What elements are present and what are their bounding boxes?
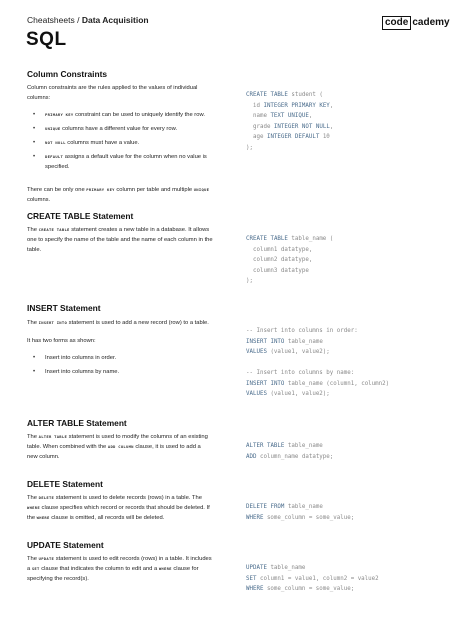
inline-code: INSERT INTO <box>38 320 68 325</box>
text-run: statement is used to add a new record (row) to a table. <box>67 320 209 326</box>
text-run: The <box>27 227 39 233</box>
code-line: CREATE TABLE table_name ( <box>246 236 334 242</box>
text-run: The <box>27 495 39 501</box>
text-run: The <box>27 434 39 440</box>
delete-description <box>27 493 213 523</box>
inline-code: PRIMARY KEY <box>86 187 115 192</box>
inline-code: UNIQUE <box>193 187 210 192</box>
code-line <box>246 358 389 369</box>
code-line: name TEXT UNIQUE, <box>246 113 313 119</box>
breadcrumb <box>27 15 149 25</box>
inline-code: UNIQUE <box>45 126 61 131</box>
text-run: clause that indicates the column to edit and a <box>39 566 159 572</box>
list-item <box>27 152 213 172</box>
code-line: grade INTEGER NOT NULL, <box>246 123 334 130</box>
code-line: CREATE TABLE student ( <box>246 92 323 98</box>
text-run: statement creates a new table in a database. It allows one to specify the name of the table and the name of each column in the table. <box>27 227 213 253</box>
text-run: statement is used to modify the columns of an existing table. When combined with the <box>27 434 208 450</box>
inline-code: ADD COLUMN <box>107 444 134 449</box>
alter-table-description <box>27 432 213 462</box>
code-line: -- Insert into columns in order: <box>246 328 358 334</box>
text-run: The <box>27 556 39 562</box>
inline-code: ALTER TABLE <box>38 434 68 439</box>
inline-code: DELETE <box>38 495 55 500</box>
code-line: ALTER TABLE table_name <box>246 443 323 449</box>
section-heading-column-constraints: Column Constraints <box>27 69 108 79</box>
code-line: ); <box>246 278 253 284</box>
code-line: VALUES (value1, value2); <box>246 391 330 397</box>
inline-code: PRIMARY KEY <box>45 112 74 117</box>
text-run: clause specifies which record or records that should be deleted. If the <box>27 505 210 521</box>
text-run: column per table and multiple <box>114 187 194 193</box>
text-run: columns. <box>27 197 51 203</box>
code-line: age INTEGER DEFAULT 10 <box>246 134 330 140</box>
inline-code: NOT NULL <box>45 140 66 145</box>
code-line: SET column1 = value1, column2 = value2 <box>246 575 379 582</box>
section-heading-alter-table: ALTER TABLE Statement <box>27 418 127 428</box>
code-line: INSERT INTO table_name <box>246 338 323 345</box>
list-item: • Insert into columns in order. <box>27 353 213 363</box>
breadcrumb-current: Data Acquisition <box>81 15 149 25</box>
column-constraints-outro <box>27 185 213 205</box>
section-heading-create-table: CREATE TABLE Statement <box>27 211 134 221</box>
list-item <box>27 138 213 148</box>
section-heading-insert: INSERT Statement <box>27 303 101 313</box>
logo-rest-text: cademy <box>412 17 450 28</box>
text-run: clause, it is used to add a new column. <box>27 444 201 460</box>
code-line: WHERE some_column = some_value; <box>246 586 355 592</box>
insert-description <box>27 318 213 328</box>
code-line: id INTEGER PRIMARY KEY, <box>246 102 334 109</box>
column-constraints-intro: Column constraints are the rules applied to the values of individual columns: <box>27 85 198 101</box>
text-run: The <box>27 320 39 326</box>
inline-code: SET <box>31 566 40 571</box>
text-run: statement is used to delete records (rows) in a table. The <box>54 495 202 501</box>
list-item: • Insert into columns by name. <box>27 367 213 377</box>
page-title: SQL <box>26 29 67 50</box>
inline-code: DEFAULT <box>45 154 64 159</box>
code-line: INSERT INTO table_name (column1, column2) <box>246 380 390 387</box>
update-description <box>27 554 213 584</box>
code-line: column1 datatype, <box>246 246 313 253</box>
section-heading-update: UPDATE Statement <box>27 540 104 550</box>
text-run: clause for specifying the record(s). <box>27 566 199 582</box>
text-run: clause is omitted, all records will be deleted. <box>49 515 165 521</box>
create-table-description <box>27 225 213 255</box>
code-line: column2 datatype, <box>246 257 313 263</box>
list-item-text: constraint can be used to uniquely identify the row. <box>73 112 205 118</box>
code-block-alter-table <box>246 441 333 462</box>
section-heading-delete: DELETE Statement <box>27 479 103 489</box>
code-line: UPDATE table_name <box>246 565 306 571</box>
inline-code: UPDATE <box>38 556 55 561</box>
code-block-column-constraints <box>246 90 333 153</box>
inline-code: CREATE TABLE <box>38 227 70 232</box>
code-block-create-table <box>246 234 333 287</box>
inline-code: WHERE <box>27 505 40 510</box>
code-block-insert <box>246 326 389 400</box>
code-line: DELETE FROM table_name <box>246 504 323 510</box>
column-constraints-list <box>27 110 213 176</box>
code-line: ADD column_name datatype; <box>246 453 334 460</box>
breadcrumb-separator: / <box>74 15 82 25</box>
list-item <box>27 110 213 120</box>
inline-code: WHERE <box>158 566 172 571</box>
code-line: WHERE some_column = some_value; <box>246 514 355 521</box>
text-run: statement is used to edit records (rows) in a table. It includes a <box>27 556 212 572</box>
list-item <box>27 124 213 134</box>
code-block-update <box>246 563 379 595</box>
logo-box-text: code <box>382 16 411 30</box>
list-item-text: columns must have a value. <box>65 140 140 146</box>
text-run: There can be only one <box>27 187 87 193</box>
code-line: -- Insert into columns by name: <box>246 370 355 376</box>
insert-forms-text: It has two forms as shown: <box>27 338 96 344</box>
list-item-text: columns have a different value for every row. <box>60 126 178 132</box>
list-item-text: assigns a default value for the column when no value is specified. <box>45 154 207 170</box>
breadcrumb-parent-link[interactable]: Cheatsheets <box>27 15 75 25</box>
codecademy-logo[interactable] <box>382 16 450 30</box>
code-line: ); <box>246 144 253 151</box>
code-line: column3 datatype <box>246 267 309 274</box>
code-line: VALUES (value1, value2); <box>246 349 330 355</box>
inline-code: WHERE <box>36 515 50 520</box>
insert-forms-list <box>27 353 213 381</box>
code-block-delete <box>246 502 354 523</box>
